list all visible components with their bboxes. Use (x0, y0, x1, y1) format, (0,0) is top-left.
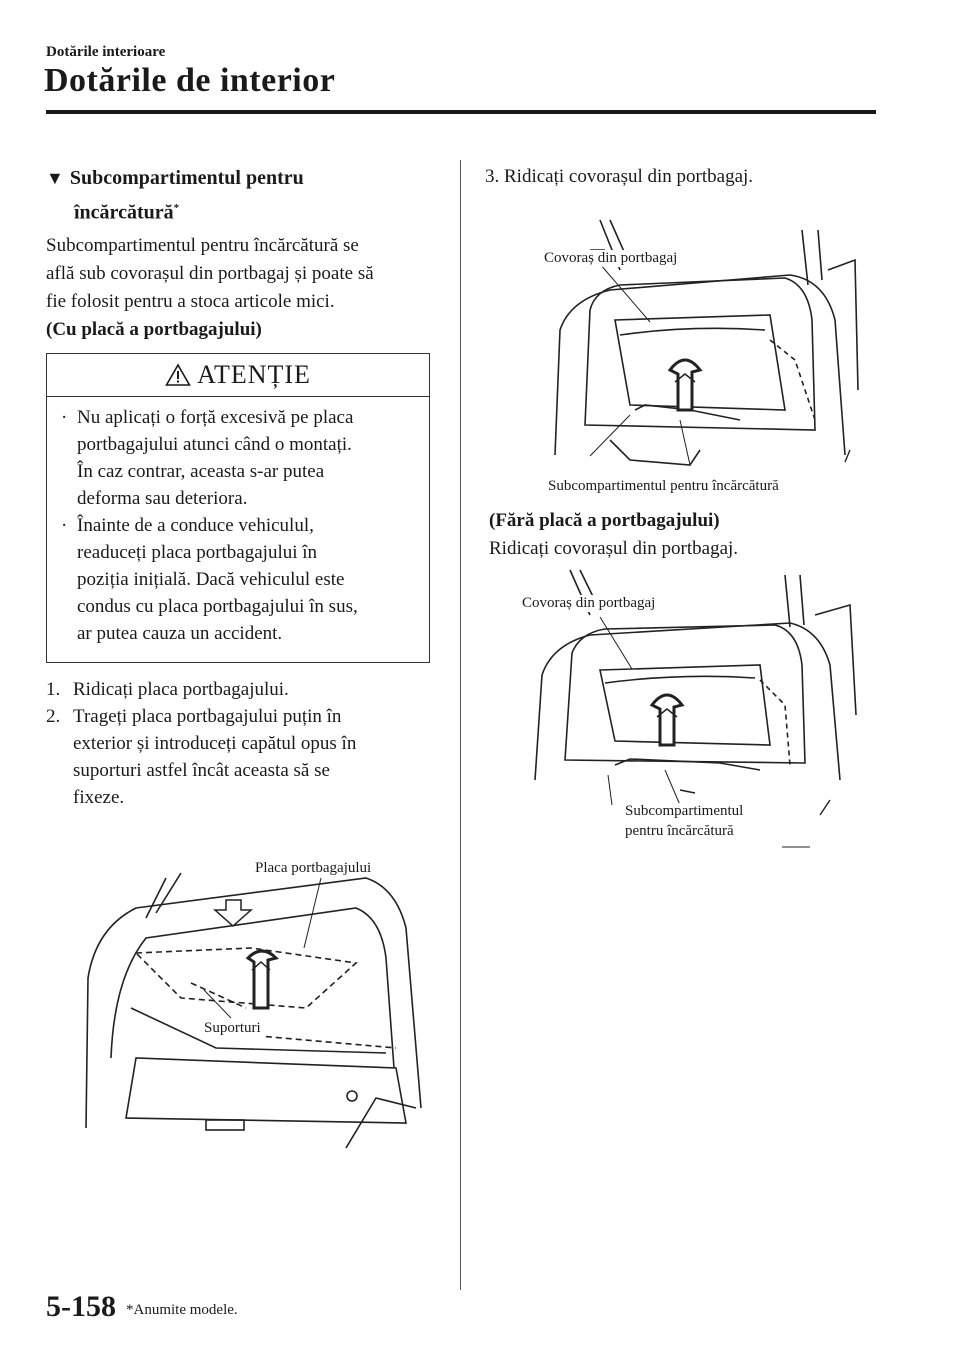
step-text: exterior și introduceți capătul opus în (73, 733, 357, 754)
step-item (46, 703, 446, 811)
step-number: 2. (46, 706, 61, 727)
title-divider (46, 110, 876, 114)
label-luggage-board: Placa portbagajului (255, 860, 372, 876)
section-label: Dotările interioare (46, 44, 166, 60)
label-supports: Suporturi (204, 1020, 261, 1036)
warning-line: deforma sau deteriora. (77, 488, 248, 509)
warning-line: condus cu placa portbagajului în sus, (77, 596, 358, 617)
warning-triangle-icon (165, 363, 191, 387)
warning-line: poziția inițială. Dacă vehiculul este (77, 569, 345, 590)
step-text: Trageți placa portbagajului puțin în (73, 706, 342, 727)
subhead-without-board: (Fără placă a portbagajului) (489, 510, 720, 531)
heading-line1: Subcompartimentul pentru (69, 167, 304, 189)
warning-line: Înainte de a conduce vehiculul, (77, 515, 314, 536)
warning-line: Nu aplicați o forță excesivă pe placa (77, 407, 354, 428)
intro-line: află sub covorașul din portbagaj și poate să (46, 263, 374, 284)
step-item (46, 676, 446, 703)
step-number: 1. (46, 679, 61, 700)
warning-item: · Înainte de a conduce vehiculul, readuceți placa portbagajului în poziția inițială. Dacă vehiculul este condus cu placa portbagajului în sus, ar putea cauza un accident. (59, 512, 419, 647)
warning-line: portbagajului atunci când o montați. (77, 434, 352, 455)
label-cargo-subcompartment: Subcompartimentul pentru încărcătură (548, 478, 779, 494)
triangle-bullet-icon: ▼ (46, 168, 64, 188)
figure-mat-without-board (520, 565, 860, 850)
warning-line: ar putea cauza un accident. (77, 623, 283, 644)
trunk-with-board-illustration (76, 858, 426, 1158)
warning-line: În caz contrar, aceasta s-ar putea (77, 461, 325, 482)
subhead-with-board: (Cu placă a portbagajului) (46, 319, 262, 340)
warning-title: ATENȚIE (197, 360, 311, 389)
footnote: *Anumite modele. (126, 1302, 238, 1318)
step-text: fixeze. (73, 787, 125, 808)
intro-line: Subcompartimentul pentru încărcătură se (46, 235, 359, 256)
step3-text: 3. Ridicați covorașul din portbagaj. (485, 166, 754, 187)
label-cargo-subcompartment-line1: Subcompartimentul (625, 803, 744, 819)
column-divider (460, 160, 461, 1290)
label-cargo-subcompartment-line2: pentru încărcătură (625, 823, 734, 839)
figure-luggage-board (76, 858, 426, 1158)
heading-line2: încărcătură (74, 201, 174, 224)
chapter-title: Dotările de interior (44, 62, 336, 99)
subsection-heading (46, 163, 446, 228)
step-text: Ridicați placa portbagajului. (73, 679, 289, 700)
label-luggage-mat: Covoraș din portbagaj (544, 250, 678, 266)
intro-line: fie folosit pentru a stoca articole mici. (46, 291, 335, 312)
step-text: suporturi astfel încât aceasta să se (73, 760, 330, 781)
warning-line: readuceți placa portbagajului în (77, 542, 318, 563)
warning-list (59, 404, 419, 647)
label-luggage-mat-2: Covoraș din portbagaj (522, 595, 656, 611)
figure-mat-with-board (540, 210, 860, 500)
warning-header (47, 354, 429, 397)
heading-marker: * (173, 202, 180, 214)
page-number: 5-158 (46, 1290, 116, 1323)
lift-mat-text: Ridicați covorașul din portbagaj. (489, 538, 739, 559)
warning-box (46, 353, 430, 663)
warning-item: · Nu aplicați o forță excesivă pe placa portbagajului atunci când o montați. În caz contrar, aceasta s-ar putea deforma sau deteriora. (59, 404, 419, 512)
steps-list (46, 676, 446, 811)
intro-paragraph (46, 232, 446, 344)
